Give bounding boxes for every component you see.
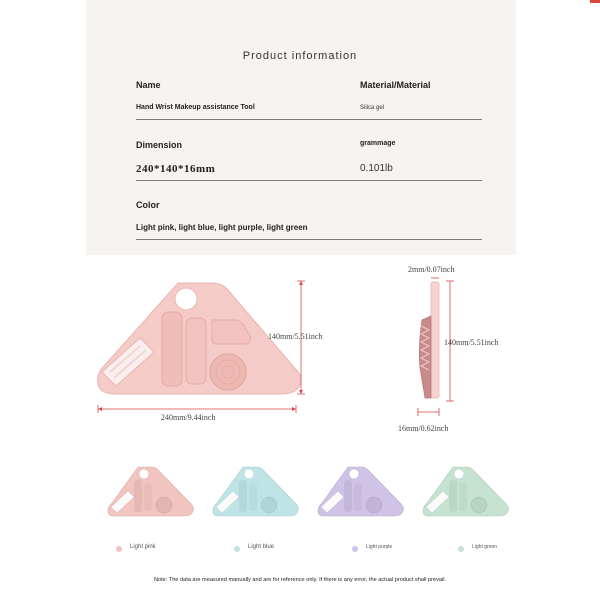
color-value: Light pink, light blue, light purple, light green xyxy=(136,223,308,232)
swatch-dot xyxy=(116,546,122,552)
side-height-dimension-label: 140mm/5.51inch xyxy=(444,338,499,347)
disclaimer-note: Note: The data are measured manually and are for reference only. If there is any error, the actual product shall prevail. xyxy=(153,577,447,583)
page-title: Product information xyxy=(242,50,358,62)
swatch-dot xyxy=(352,546,358,552)
variant-label: Light pink xyxy=(130,544,156,550)
swatch-dot xyxy=(234,546,240,552)
height-dimension-label: 140mm/5.51inch xyxy=(268,332,323,341)
divider xyxy=(136,119,482,120)
grammage-label: grammage xyxy=(360,140,396,147)
product-illustration xyxy=(0,255,600,600)
divider xyxy=(136,180,482,181)
variant-product-image xyxy=(108,467,194,516)
name-label: Name xyxy=(136,80,161,90)
variant-product-image xyxy=(213,467,299,516)
swatch-dot xyxy=(458,546,464,552)
color-label: Color xyxy=(136,200,160,210)
variant-product-image xyxy=(318,467,404,516)
grammage-value: 0.101lb xyxy=(360,163,393,174)
side-view-image xyxy=(419,282,439,398)
dimension-label: Dimension xyxy=(136,140,183,150)
dimension-value: 240*140*16mm xyxy=(136,163,216,175)
divider xyxy=(136,239,482,240)
material-value: Silica gel xyxy=(360,105,385,111)
variant-label: Light green xyxy=(472,544,498,550)
info-panel xyxy=(86,0,516,255)
width-dimension-label: 240mm/9.44inch xyxy=(161,413,216,422)
variant-label: Light blue xyxy=(248,544,275,550)
name-value: Hand Wrist Makeup assistance Tool xyxy=(136,104,255,111)
material-label: Material/Material xyxy=(360,80,431,90)
thickness-dimension-label: 2mm/0.07inch xyxy=(408,265,455,274)
variant-label: Light purple xyxy=(366,544,393,550)
depth-dimension-label: 16mm/0.62inch xyxy=(398,424,449,433)
corner-mark xyxy=(590,0,600,3)
variant-product-image xyxy=(423,467,509,516)
